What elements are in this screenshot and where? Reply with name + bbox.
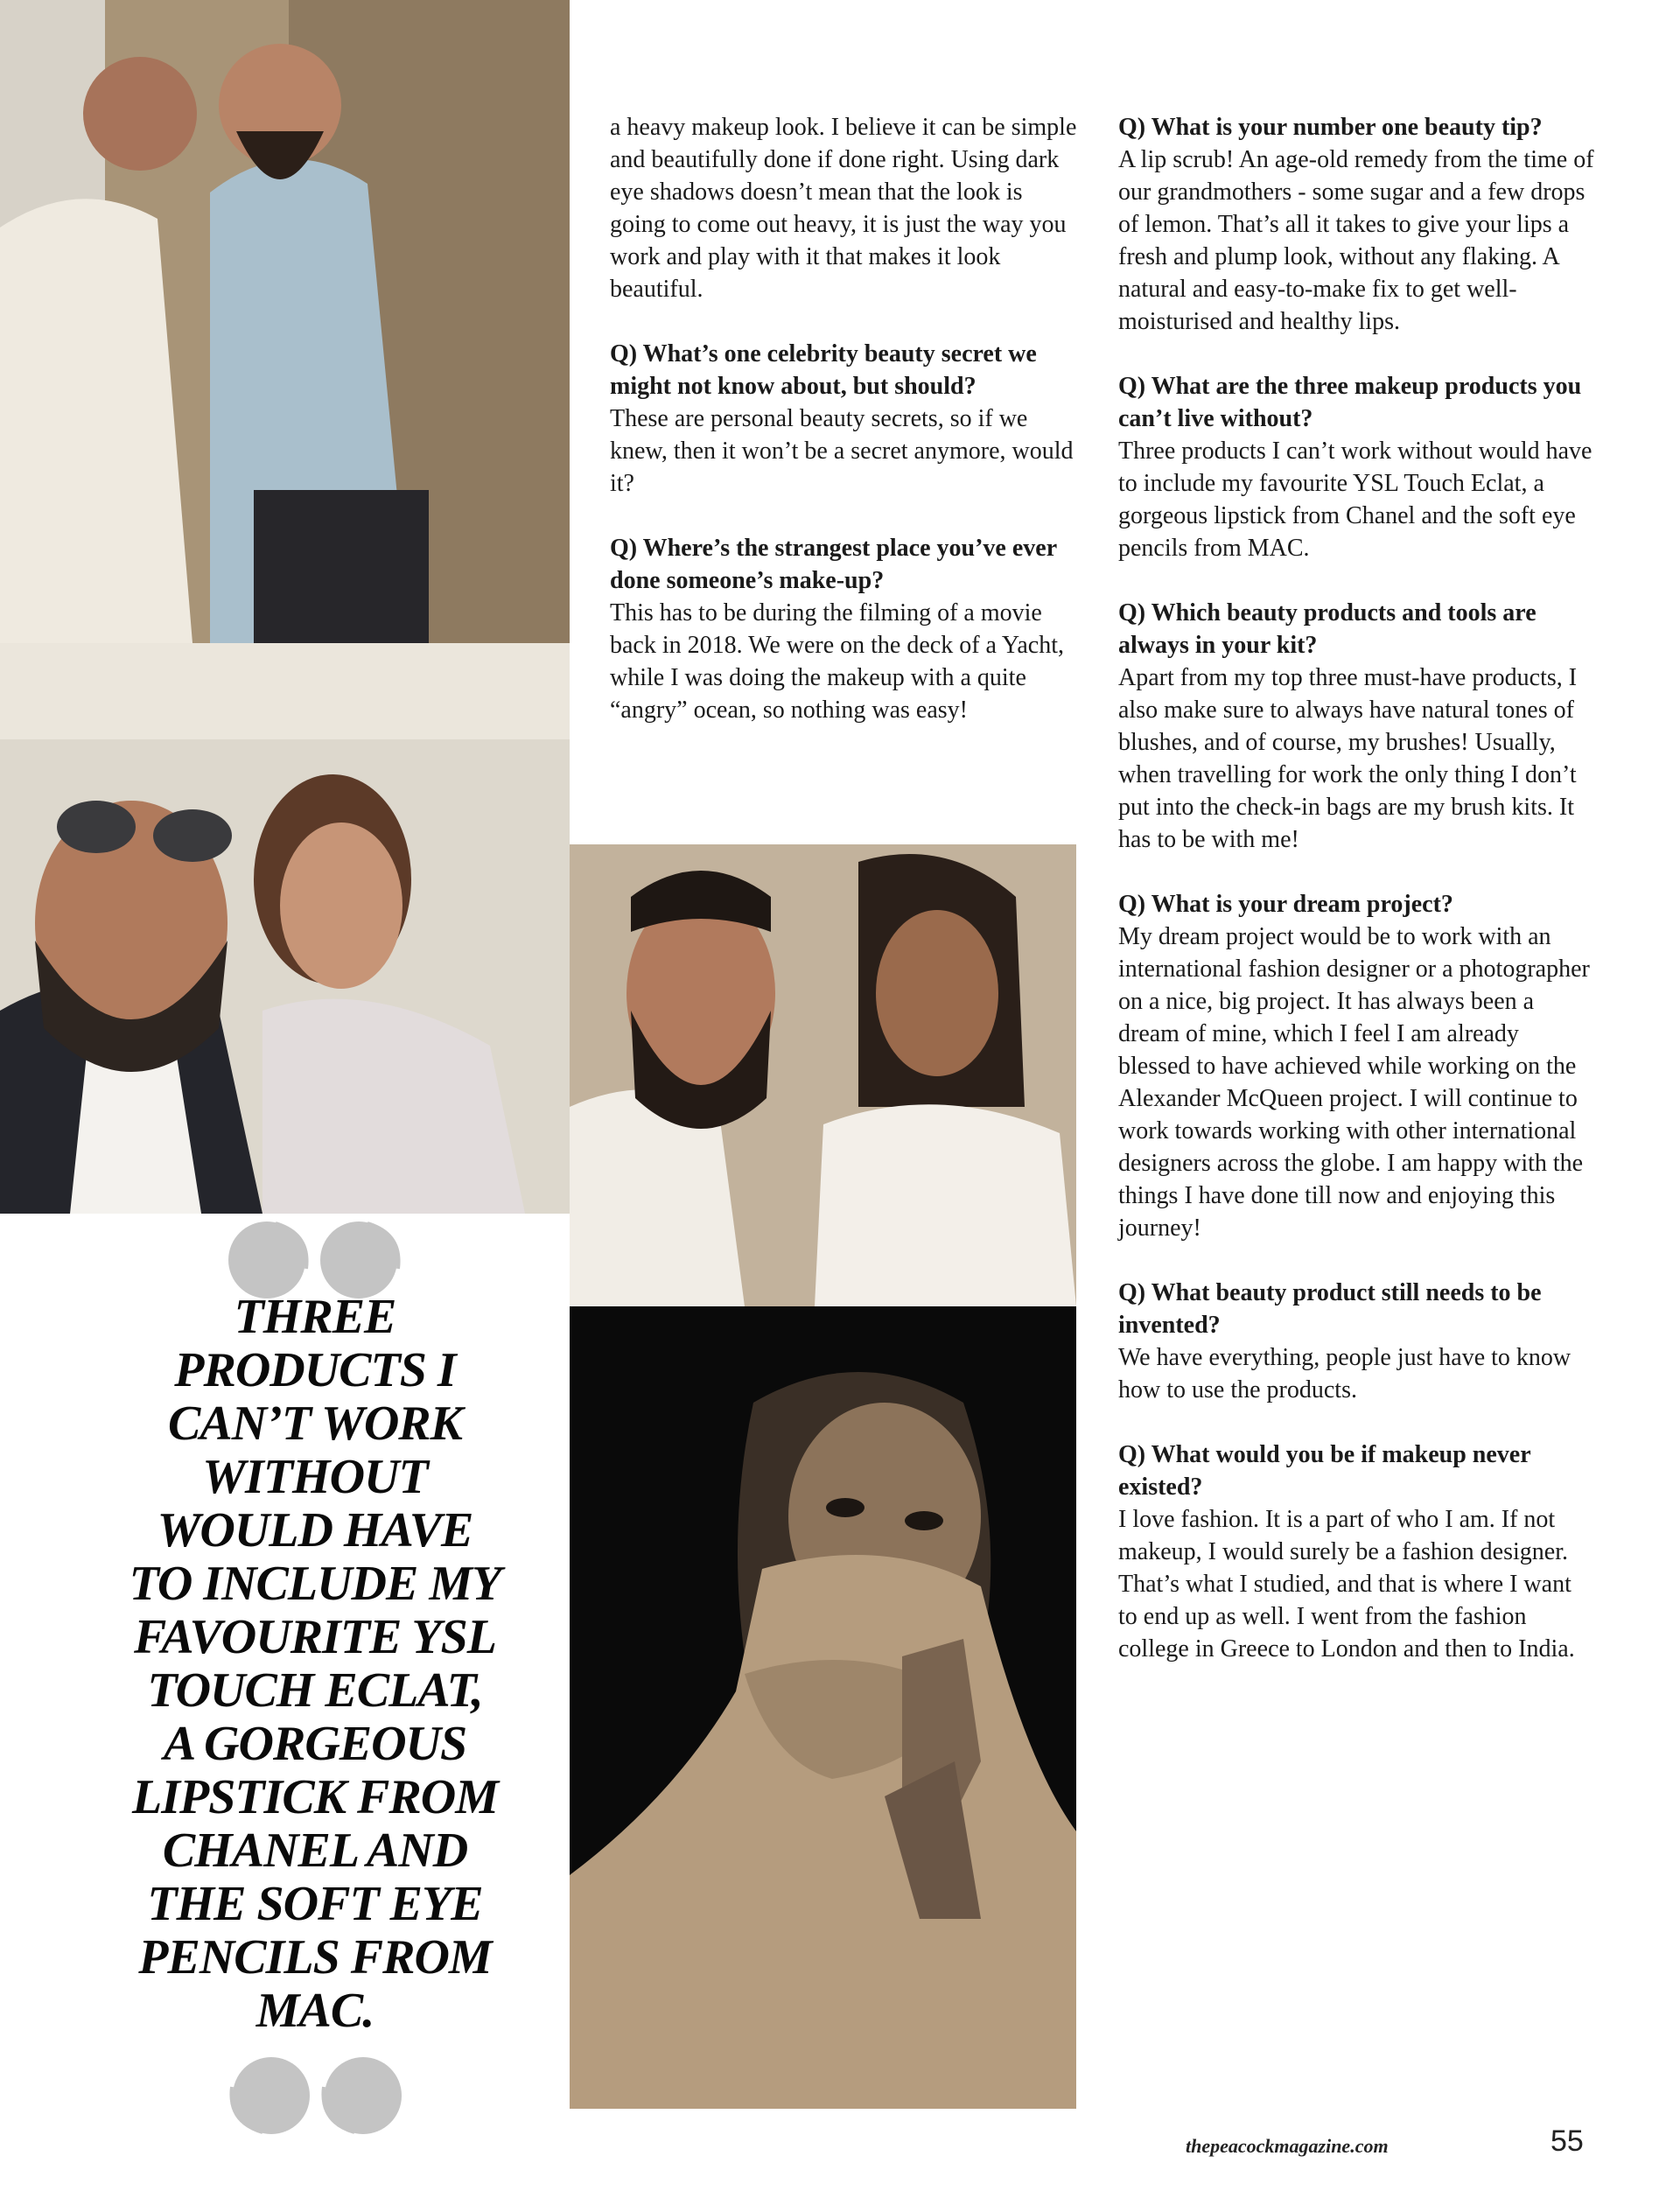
column-right [1118, 111, 1595, 1698]
column-middle [610, 111, 1082, 759]
pull-quote-line: FAVOURITE YSL [134, 1610, 496, 1664]
qa-item [1118, 370, 1595, 564]
pull-quote-line: MAC. [256, 1984, 374, 2038]
intro-paragraph: a heavy makeup look. I believe it can be simple and beautifully done if done right. Using dark eye shadows doesn’t mean that the look is going to come out heavy, it is just the way you work and play with it that makes it look beautiful. [610, 114, 1077, 303]
answer: This has to be during the filming of a movie back in 2018. We were on the deck of a Yacht, while I was doing the makeup with a quite “angry” ocean, so nothing was easy! [610, 599, 1064, 724]
close-quote-icon [223, 2052, 407, 2139]
pull-quote-line: LIPSTICK FROM [132, 1770, 498, 1824]
qa-item [610, 338, 1082, 500]
qa-item [1118, 1277, 1595, 1406]
pull-quote-line: WITHOUT [202, 1450, 428, 1504]
photo-selfie-sunglasses [0, 643, 570, 1214]
question: Q) Which beauty products and tools are always in your kit? [1118, 599, 1536, 659]
question: Q) What’s one celebrity beauty secret we might not know about, but should? [610, 340, 1037, 400]
pull-quote-line: WOULD HAVE [157, 1503, 473, 1558]
pull-quote-line: A GORGEOUS [163, 1717, 467, 1771]
answer: Three products I can’t work without would have to include my favourite YSL Touch Eclat, a gorgeous lipstick from Chanel and the soft eye pencils from MAC. [1118, 438, 1592, 562]
photo-bearded-man-woman [570, 844, 1076, 1306]
qa-item [1118, 111, 1595, 338]
pull-quote-line: THE SOFT EYE [147, 1877, 483, 1931]
pull-quote-line: PENCILS FROM [138, 1930, 492, 1984]
question: Q) What is your number one beauty tip? [1118, 114, 1543, 141]
pull-quote [96, 1291, 534, 2038]
qa-item [1118, 1438, 1595, 1665]
answer: I love fashion. It is a part of who I am. If not makeup, I would surely be a fashion designer. That’s what I studied, and that is where I want to end up as well. I went from the fashion college in Greece to London and then to India. [1118, 1506, 1575, 1662]
answer: Apart from my top three must-have products, I also make sure to always have natural tones of blushes, and of course, my brushes! Usually, when travelling for work the only thing I don’t put into the check-in bags are my brush kits. It has to be with me! [1118, 664, 1578, 853]
pull-quote-line: TOUCH ECLAT, [147, 1663, 483, 1718]
question: Q) What would you be if makeup never existed? [1118, 1441, 1531, 1501]
answer: These are personal beauty secrets, so if we knew, then it won’t be a secret anymore, would it? [610, 405, 1074, 497]
question: Q) What is your dream project? [1118, 891, 1453, 918]
qa-item [610, 532, 1082, 726]
pull-quote-line: CHANEL AND [162, 1824, 468, 1878]
pull-quote-line: CAN’T WORK [168, 1396, 462, 1451]
question: Q) Where’s the strangest place you’ve ever done someone’s make-up? [610, 535, 1057, 594]
pull-quote-line: PRODUCTS I [174, 1343, 456, 1397]
answer: A lip scrub! An age-old remedy from the time of our grandmothers - some sugar and a few drops of lemon. That’s all it takes to give your lips a fresh and plump look, without any flaking. A natural and easy-to-make fix to get well-moisturised and healthy lips. [1118, 146, 1594, 335]
question: Q) What beauty product still needs to be invented? [1118, 1279, 1542, 1339]
qa-item [1118, 597, 1595, 856]
question: Q) What are the three makeup products you can’t live without? [1118, 373, 1582, 432]
qa-item [1118, 888, 1595, 1244]
pull-quote-line: TO INCLUDE MY [129, 1557, 501, 1611]
answer: My dream project would be to work with an international fashion designer or a photographer on a nice, big project. It has always been a dream of mine, which I feel I am already blessed to have achieved while working on the Alexander McQueen project. I will continue to work towards working with other international designers across the globe. I am happy with the things I have done till now and enjoying this journey! [1118, 923, 1590, 1242]
pull-quote-line: THREE [234, 1290, 396, 1344]
photo-editorial-veiled-model [570, 1306, 1076, 2109]
footer-website: thepeacockmagazine.com [1186, 2135, 1389, 2157]
photo-two-men-portrait [0, 0, 570, 643]
page-number: 55 [1550, 2124, 1584, 2158]
answer: We have everything, people just have to know how to use the products. [1118, 1344, 1572, 1404]
